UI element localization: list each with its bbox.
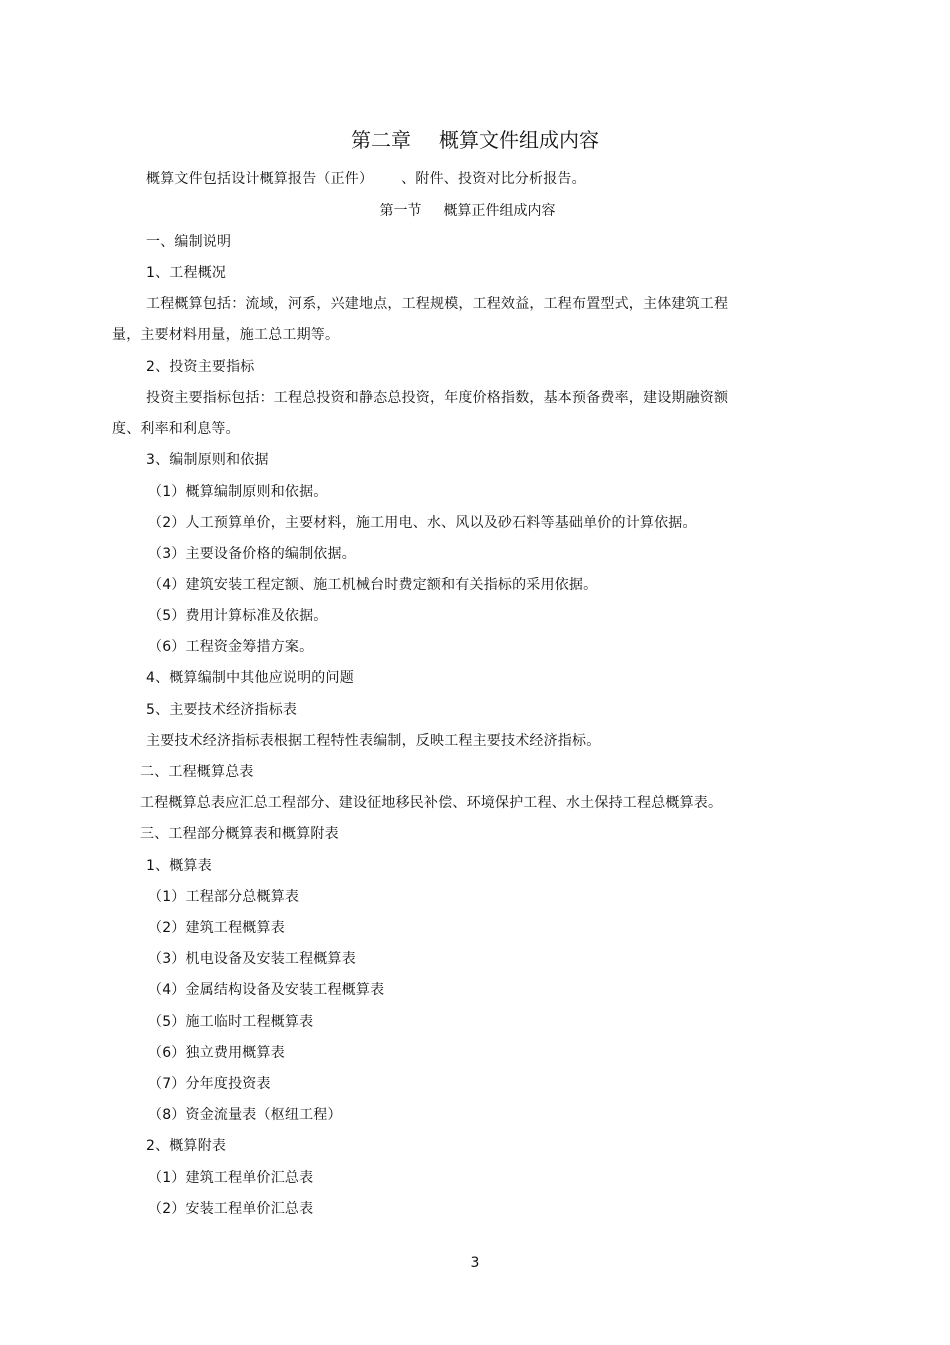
chapter-title [0,126,950,154]
list-item: （6）工程资金筹措方案。 [148,639,314,655]
intro-part-2: 、附件、投资对比分析报告。 [401,171,586,187]
list-item: （2）建筑工程概算表 [148,920,285,936]
intro-paragraph [146,169,586,189]
list-item: （6）独立费用概算表 [148,1045,285,1061]
section-number: 第一节 [379,203,422,219]
list-item: （1）工程部分总概算表 [148,889,300,905]
list-item: （2）安装工程单价汇总表 [148,1201,314,1217]
paragraph-line: 主要技术经济指标表根据工程特性表编制，反映工程主要技术经济指标。 [146,733,601,749]
intro-part-1: 概算文件包括设计概算报告（正件） [146,171,374,187]
list-item: （4）金属结构设备及安装工程概算表 [148,982,385,998]
page-number: 3 [470,1255,480,1271]
list-item: （1）概算编制原则和依据。 [148,484,328,500]
list-item: （3）主要设备价格的编制依据。 [148,546,356,562]
list-item: （3）机电设备及安装工程概算表 [148,951,356,967]
subheading-estimate-tables: 1、概算表 [146,858,212,874]
section-title [0,201,935,221]
chapter-number: 第二章 [351,128,411,152]
subheading-other-issues: 4、概算编制中其他应说明的问题 [146,670,354,686]
heading-compilation-notes: 一、编制说明 [146,234,232,250]
section-name: 概算正件组成内容 [443,203,556,219]
subheading-principles: 3、编制原则和依据 [146,452,269,468]
paragraph-line: 投资主要指标包括：工程总投资和静态总投资，年度价格指数，基本预备费率，建设期融资额 [146,390,729,406]
subheading-tech-econ-table: 5、主要技术经济指标表 [146,702,298,718]
paragraph-line: 度、利率和利息等。 [112,421,240,437]
paragraph-line: 工程概算总表应汇总工程部分、建设征地移民补偿、环境保护工程、水土保持工程总概算表。 [140,795,723,811]
heading-summary-table: 二、工程概算总表 [140,764,254,780]
subheading-investment-indicators: 2、投资主要指标 [146,359,255,375]
list-item: （8）资金流量表（枢纽工程） [148,1107,342,1123]
subheading-appendix-tables: 2、概算附表 [146,1138,227,1154]
chapter-name: 概算文件组成内容 [439,128,599,152]
subheading-project-overview: 1、工程概况 [146,265,227,281]
list-item: （2）人工预算单价，主要材料，施工用电、水、风以及砂石料等基础单价的计算依据。 [148,515,697,531]
list-item: （4）建筑安装工程定额、施工机械台时费定额和有关指标的采用依据。 [148,577,598,593]
list-item: （5）施工临时工程概算表 [148,1014,314,1030]
list-item: （7）分年度投资表 [148,1076,271,1092]
paragraph-line: 工程概算包括：流域，河系，兴建地点，工程规模，工程效益，工程布置型式，主体建筑工程 [146,296,729,312]
paragraph-line: 量，主要材料用量，施工总工期等。 [112,327,340,343]
list-item: （1）建筑工程单价汇总表 [148,1170,314,1186]
heading-estimate-tables: 三、工程部分概算表和概算附表 [140,826,339,842]
list-item: （5）费用计算标准及依据。 [148,608,328,624]
